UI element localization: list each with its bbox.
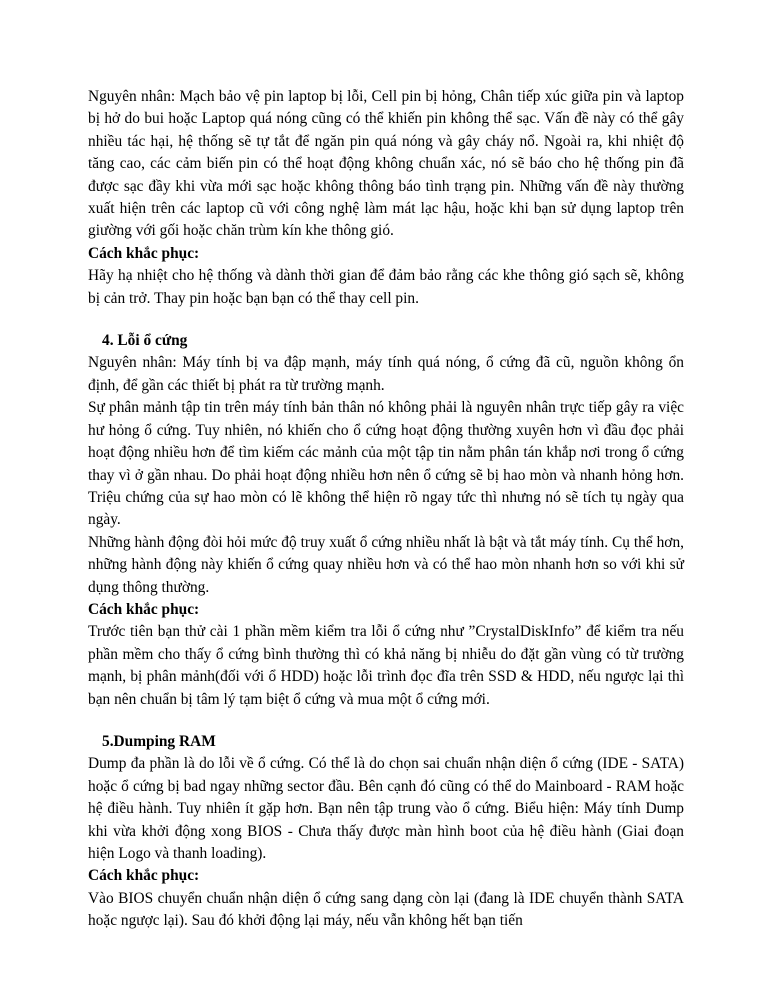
section-heading-hard-drive: 4. Lỗi ổ cứng	[102, 332, 188, 350]
paragraph-battery-cause: Nguyên nhân: Mạch bảo vệ pin laptop bị lỗi, Cell pin bị hỏng, Chân tiếp xúc giữa pin và laptop bị hở do bui hoặc Laptop quá nóng cũng có thể khiến pin không thể sạc. Vấn đề này có thể gây nhiều tác hại, hệ thống sẽ tự tắt để ngăn pin quá nóng và gây cháy nổ. Ngoài ra, khi nhiệt độ tăng cao, các cảm biến pin có thể hoạt động không chuẩn xác, nó sẽ báo cho hệ thống pin đã được sạc đầy khi vừa mới sạc hoặc không thông báo tình trạng pin. Những vấn đề này thường xuất hiện trên các laptop cũ với công nghệ làm mát lạc hậu, hoặc khi bạn sử dụng laptop trên giường với gối hoặc chăn trùm kín khe thông gió.	[88, 88, 684, 240]
paragraph-dump-cause: Dump đa phần là do lỗi về ổ cứng. Có thể là do chọn sai chuẩn nhận diện ổ cứng (IDE - SATA) hoặc ổ cứng bị bad ngay những sector đầu. Bên cạnh đó cũng có thể do Mainboard - RAM hoặc hệ điều hành. Tuy nhiên ít gặp hơn. Bạn nên tập trung vào ổ cứng. Biểu hiện: Máy tính Dump khi vừa khởi động xong BIOS - Chưa thấy được màn hình boot của hệ điều hành (Giai đoạn hiện Logo và thanh loading).	[88, 755, 684, 862]
section-spacer-1	[88, 310, 684, 330]
heading-fix-hdd: Cách khắc phục:	[88, 600, 200, 618]
paragraph-hdd-cause: Nguyên nhân: Máy tính bị va đập mạnh, máy tính quá nóng, ổ cứng đã cũ, nguồn không ổn định, để gần các thiết bị phát ra từ trường mạnh.	[88, 354, 684, 394]
paragraph-hdd-fix: Trước tiên bạn thử cài 1 phần mềm kiểm tra lỗi ổ cứng như ”CrystalDiskInfo” để kiểm tra nếu phần mềm cho thấy ổ cứng bình thường thì có khả năng bị nhiễu do đặt gần vùng có từ trường mạnh, bị phân mảnh(đối với ổ HDD) hoặc lỗi trình đọc đĩa trên SSD & HDD, nếu ngược lại thì bạn nên chuẩn bị tâm lý tạm biệt ổ cứng và mua một ổ cứng mới.	[88, 623, 684, 708]
document-body	[88, 86, 684, 933]
heading-fix-battery: Cách khắc phục:	[88, 244, 200, 262]
section-heading-dumping-ram: 5.Dumping RAM	[102, 732, 216, 750]
section-spacer-2	[88, 711, 684, 731]
heading-fix-dump: Cách khắc phục:	[88, 867, 200, 885]
paragraph-hdd-fragmentation: Sự phân mảnh tập tin trên máy tính bản thân nó không phải là nguyên nhân trực tiếp gây ra việc hư hỏng ổ cứng. Tuy nhiên, nó khiến cho ổ cứng hoạt động thường xuyên hơn vì đầu đọc phải hoạt động nhiều hơn để tìm kiếm các mảnh của một tập tin nằm phân tán khắp nơi trong ổ cứng thay vì ở gần nhau. Do phải hoạt động nhiều hơn nên ổ cứng sẽ bị hao mòn và nhanh hỏng hơn. Triệu chứng của sự hao mòn có lẽ không thể hiện rõ ngay tức thì nhưng nó sẽ tích tụ ngày qua ngày.	[88, 399, 684, 529]
paragraph-dump-fix: Vào BIOS chuyển chuẩn nhận diện ổ cứng sang dạng còn lại (đang là IDE chuyển thành SATA hoặc ngược lại). Sau đó khởi động lại máy, nếu vẫn không hết bạn tiến	[88, 889, 684, 930]
paragraph-battery-fix: Hãy hạ nhiệt cho hệ thống và dành thời gian để đảm bảo rằng các khe thông gió sạch sẽ, không bị cản trở. Thay pin hoặc bạn bạn có thể thay cell pin.	[88, 267, 684, 307]
paragraph-hdd-wear: Những hành động đòi hỏi mức độ truy xuất ổ cứng nhiều nhất là bật và tắt máy tính. Cụ thể hơn, những hành động này khiến ổ cứng quay nhiều hơn và có thể hao mòn nhanh hơn so với khi sử dụng thông thường.	[88, 533, 684, 596]
